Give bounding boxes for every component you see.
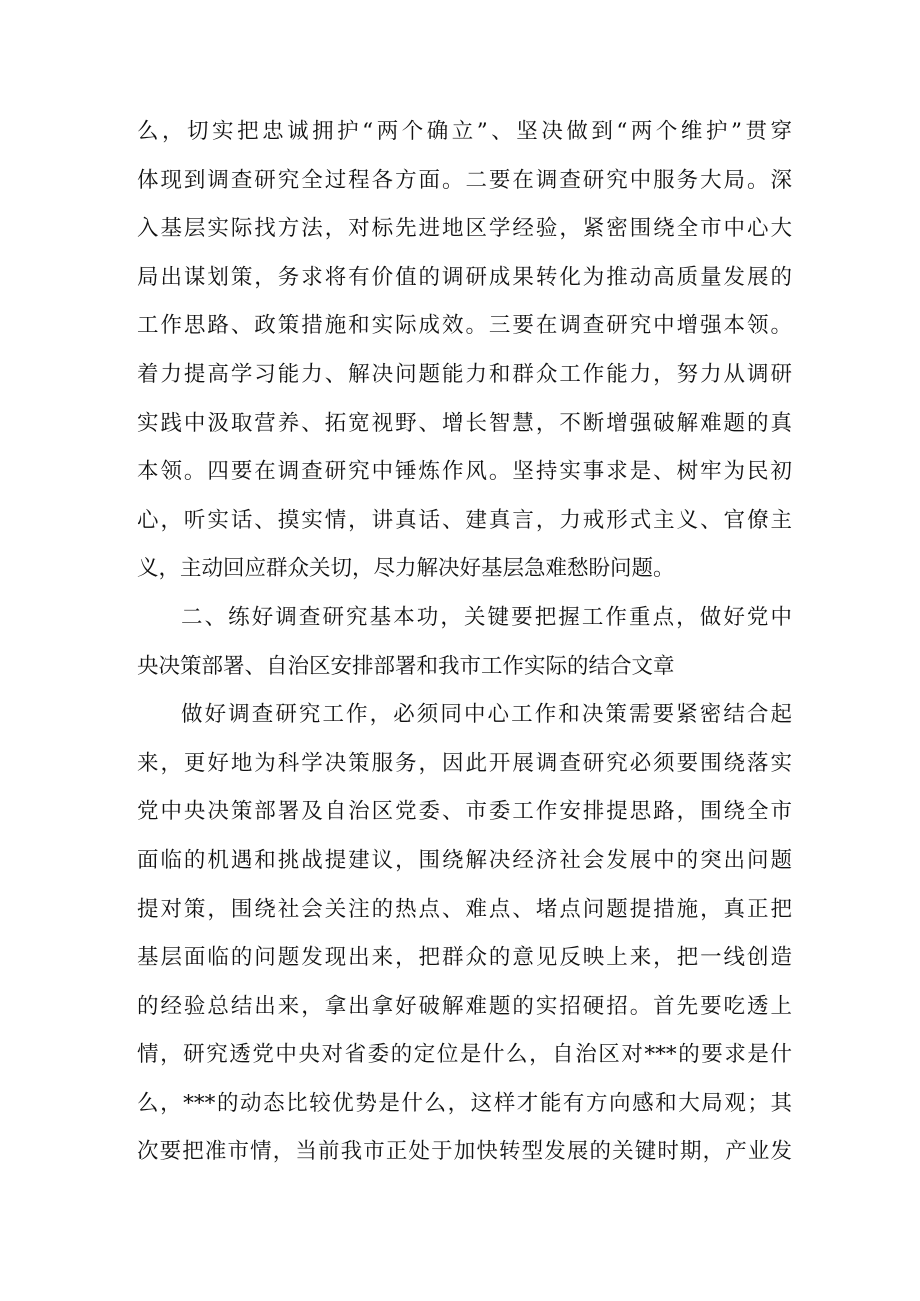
- text-line: 入基层实际找方法，对标先进地区学经验，紧密围绕全市中心大: [137, 216, 792, 242]
- section-heading-line: 央决策部署、自治区安排部署和我市工作实际的结合文章: [137, 653, 675, 679]
- text-line: 义，主动回应群众关切，尽力解决好基层急难愁盼问题。: [137, 556, 675, 582]
- section-heading-line: 二、练好调查研究基本功，关键要把握工作重点，做好党中: [181, 604, 792, 630]
- text-line: 基层面临的问题发现出来，把群众的意见反映上来，把一线创造: [137, 945, 792, 971]
- text-line: 实践中汲取营养、拓宽视野、增长智慧，不断增强破解难题的真: [137, 410, 792, 436]
- text-line: 来，更好地为科学决策服务，因此开展调查研究必须要围绕落实: [137, 750, 792, 776]
- text-line: 体现到调查研究全过程各方面。二要在调查研究中服务大局。深: [137, 167, 792, 193]
- text-line: 么，切实把忠诚拥护“两个确立”、坚决做到“两个维护”贯穿: [137, 119, 792, 144]
- text-line: 本领。四要在调查研究中锤炼作风。坚持实事求是、树牢为民初: [137, 459, 792, 485]
- text-line: 做好调查研究工作，必须同中心工作和决策需要紧密结合起: [181, 702, 792, 728]
- text-line: 次要把准市情，当前我市正处于加快转型发展的关键时期，产业发: [137, 1139, 792, 1165]
- text-line: 局出谋划策，务求将有价值的调研成果转化为推动高质量发展的: [137, 264, 792, 290]
- text-line: 着力提高学习能力、解决问题能力和群众工作能力，努力从调研: [137, 361, 792, 387]
- text-line: 党中央决策部署及自治区党委、市委工作安排提思路，围绕全市: [137, 799, 792, 825]
- text-line: 提对策，围绕社会关注的热点、难点、堵点问题提措施，真正把: [137, 896, 792, 922]
- text-line: 心，听实话、摸实情，讲真话、建真言，力戒形式主义、官僚主: [137, 507, 792, 533]
- text-line: 情，研究透党中央对省委的定位是什么，自治区对***的要求是什: [137, 1042, 792, 1068]
- text-line: 工作思路、政策措施和实际成效。三要在调查研究中增强本领。: [137, 313, 792, 339]
- document-body: [137, 108, 792, 1177]
- text-line: 么，***的动态比较优势是什么，这样才能有方向感和大局观；其: [137, 1090, 792, 1116]
- text-line: 的经验总结出来，拿出拿好破解难题的实招硬招。首先要吃透上: [137, 993, 792, 1019]
- text-line: 面临的机遇和挑战提建议，围绕解决经济社会发展中的突出问题: [137, 847, 792, 873]
